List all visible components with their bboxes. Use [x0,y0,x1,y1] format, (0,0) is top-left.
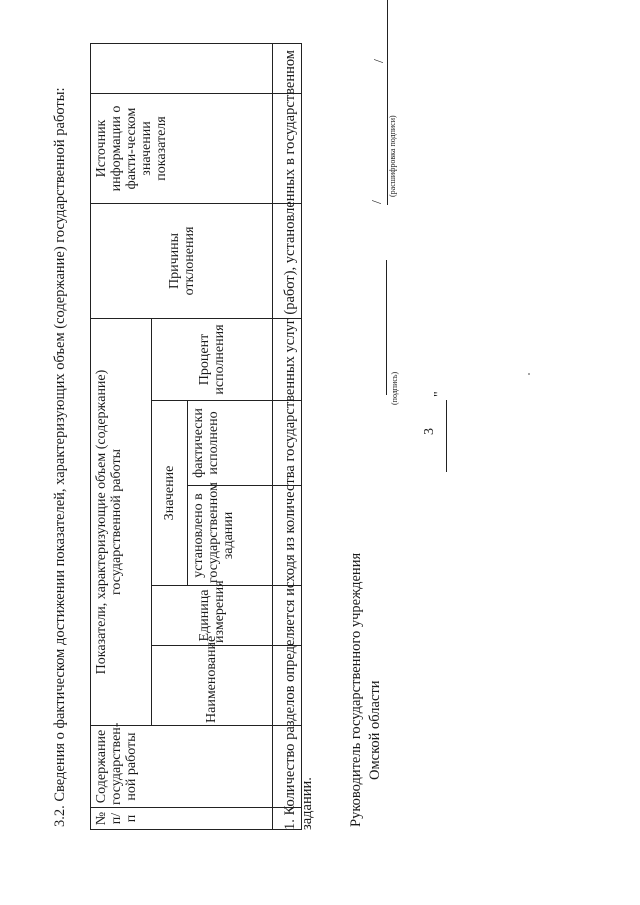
page-number: 3 [422,428,437,435]
header-unit: Единица измерения [151,586,272,646]
indicators-table [90,43,302,830]
signature-caption: (подпись) [390,371,399,405]
header-reasons: Причины отклонения [91,203,273,318]
header-plan: установлено в государственном задании [187,486,272,586]
section-heading: 3.2. Сведения о фактическом достижении показателей, характеризующих объем (содержание) государственной работы: [52,87,68,827]
header-indicators: Показатели, характеризующие объем (содержание) государственной работы [91,318,152,725]
header-source: Источник информации о факти-ческом значении показателя [91,93,273,203]
header-fact: фактически исполнено [187,401,272,486]
decode-caption: (расшифровка подписи) [388,115,397,197]
footnote: 1. Количество разделов определяется исходя из количества государственных услуг (работ), установленных в государственном задании. [282,50,315,830]
header-value: Значение [151,401,187,586]
date-line [446,400,447,472]
header-percent: Процент исполнения [151,318,272,400]
header-content: Содержание государствен-ной работы [91,726,273,808]
header-empty [91,43,273,93]
date-quote: " [432,391,447,397]
header-num: № п/п [91,808,273,830]
signature-line [386,260,387,395]
header-name: Наименование [151,646,272,726]
signer-title: Руководитель государственного учреждения [348,552,364,827]
slash-separator: / [370,200,385,204]
scan-speck [528,373,530,375]
signer-region: Омской области [367,680,383,780]
slash-separator: / [372,59,387,63]
